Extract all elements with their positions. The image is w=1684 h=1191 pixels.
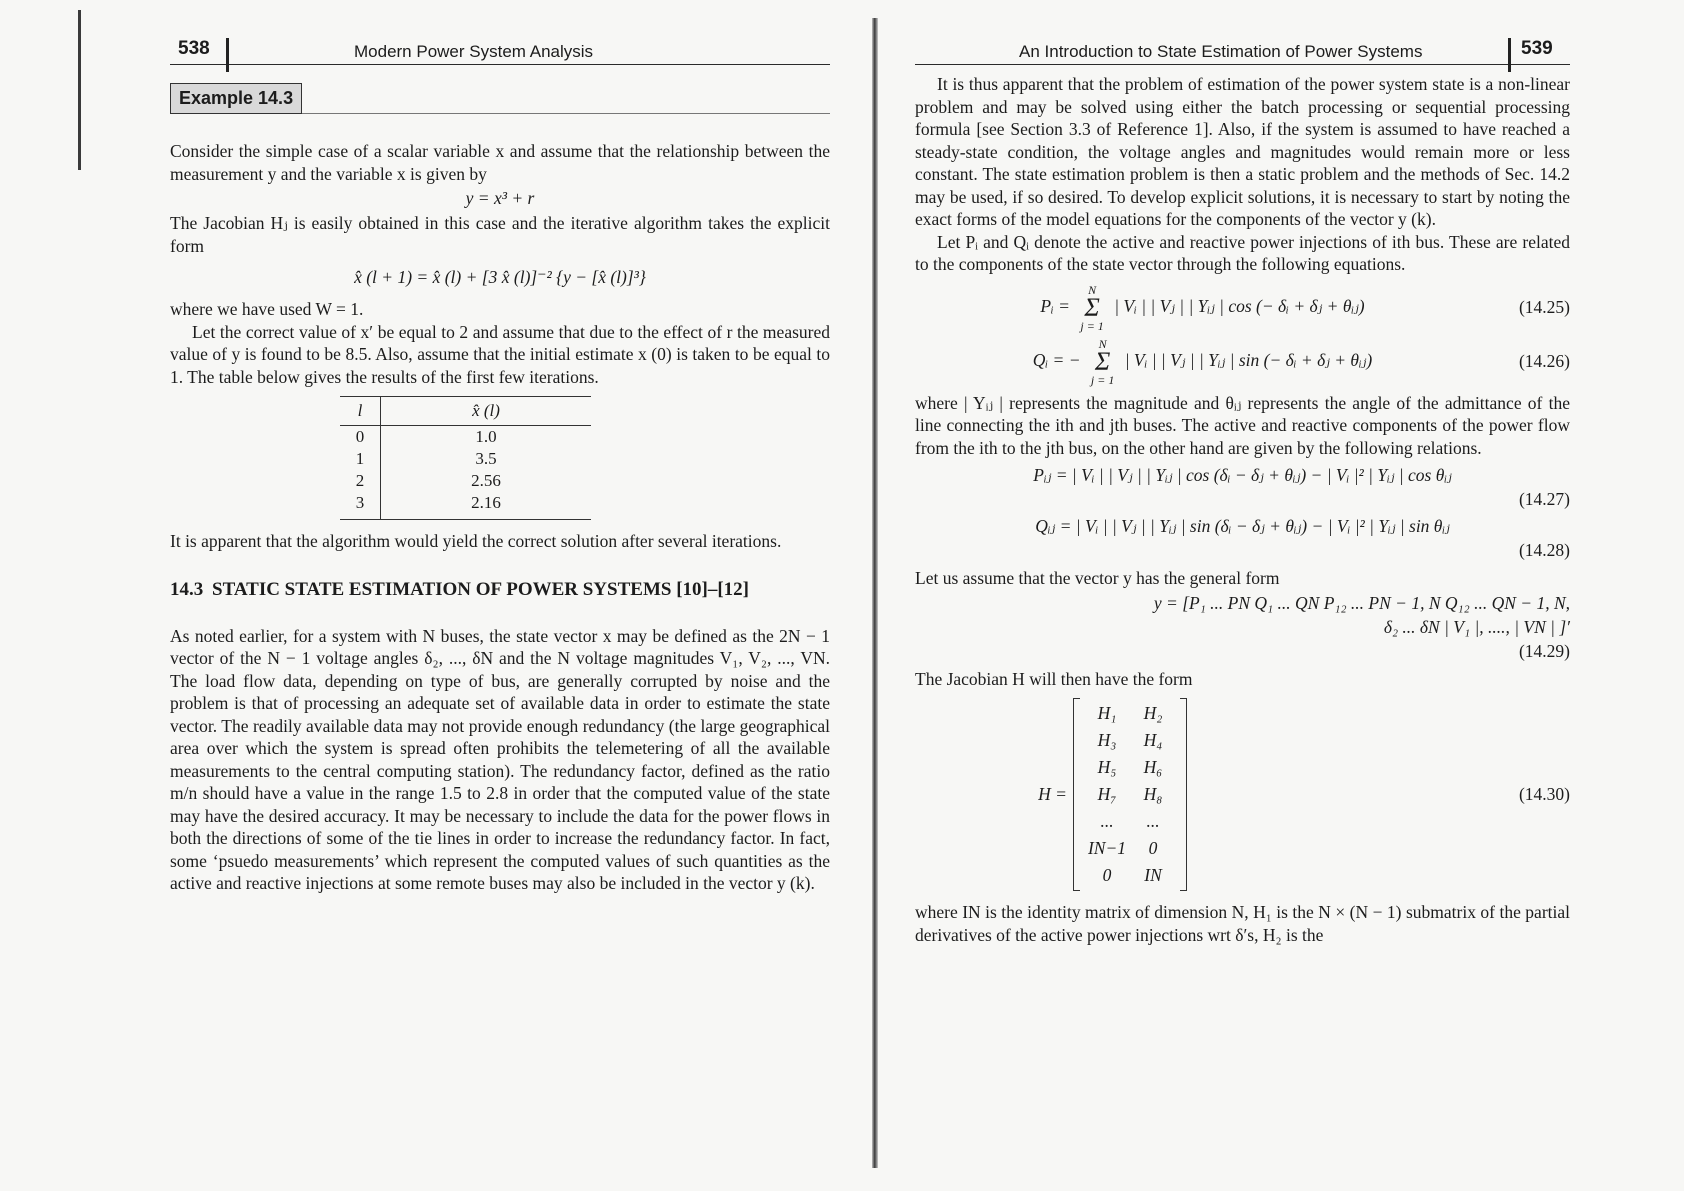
table-cell: 2.16: [381, 492, 592, 520]
matrix-cell: 0: [1148, 838, 1158, 858]
table-header: l: [340, 397, 381, 426]
table-cell: 3: [340, 492, 381, 520]
paragraph: Consider the simple case of a scalar variable x and assume that the relationship between the measurement y and the variable x is given by: [170, 141, 830, 184]
example-label: Example 14.3: [170, 83, 302, 114]
table-cell: 3.5: [475, 449, 497, 468]
matrix-cell: H₇: [1097, 784, 1117, 804]
left-header: [170, 0, 830, 65]
matrix-cell: H₈: [1143, 784, 1163, 804]
equation-rhs: | Vᵢ | | Vⱼ | | Yᵢⱼ | sin (− δᵢ + δⱼ + θᵢⱼ): [1124, 349, 1373, 370]
matrix-cell: H₁: [1097, 703, 1117, 723]
equation-14-25: [915, 284, 1570, 332]
running-head: An Introduction to State Estimation of Power Systems: [1019, 42, 1423, 61]
equation: y = x³ + r: [465, 188, 535, 208]
equation: x̂ (l + 1) = x̂ (l) + [3 x̂ (l)]⁻² {y − [x̂ (l)]³}: [354, 267, 646, 287]
paragraph: where IN is the identity matrix of dimension N, H₁ is the N × (N − 1) submatrix of the partial derivatives of the active power injections wrt δ′s, H₂ is the: [915, 902, 1570, 945]
paragraph: Let the correct value of x′ be equal to 2 and assume that due to the effect of r the measured value of y is found to be 8.5. Also, assume that the initial estimate x (0) is taken to be equal to 1. The table below gives the results of the first few iterations.: [170, 321, 830, 387]
matrix-cell: IN−1: [1087, 838, 1127, 858]
jacobian-matrix-equation: [915, 698, 1570, 891]
matrix-row: [1084, 727, 1176, 754]
equation-number: (14.27): [1518, 489, 1570, 509]
equation-14-29-line1: y = [P₁ ... PN Q₁ ... QN P₁₂ ... PN − 1, N Q₁₂ ... QN − 1, N,: [1153, 592, 1570, 613]
matrix-cell: H₆: [1143, 757, 1163, 777]
matrix-cell: ...: [1100, 811, 1114, 831]
matrix-row: [1084, 862, 1176, 889]
paragraph: where | Yᵢⱼ | represents the magnitude and θᵢⱼ represents the angle of the admittance of the line connecting the ith and jth buses. The active and reactive components of the power flow from the ith to the jth bus, on the other hand are given by the following relations.: [915, 392, 1570, 458]
matrix-row: [1084, 781, 1176, 808]
sum-upper: N: [1098, 336, 1107, 351]
right-header: [915, 0, 1570, 65]
equation-number: (14.30): [1518, 784, 1570, 804]
matrix-cell: H₂: [1143, 703, 1163, 723]
equation-14-28: Qᵢⱼ = | Vᵢ | | Vⱼ | | Yᵢⱼ | sin (δᵢ − δⱼ + θᵢⱼ) − | Vᵢ |² | Yᵢⱼ | sin θᵢⱼ: [1035, 516, 1450, 536]
page-number: 538: [178, 38, 210, 59]
paragraph: It is apparent that the algorithm would yield the correct solution after several iterations.: [170, 531, 782, 551]
equation-lhs: Qᵢ = −: [1032, 349, 1081, 370]
left-page: [170, 0, 830, 1191]
paragraph: The Jacobian H will then have the form: [915, 668, 1193, 689]
paragraph: Let us assume that the vector y has the general form: [915, 568, 1280, 588]
table-row: [340, 470, 591, 492]
paragraph: where we have used W = 1.: [170, 299, 364, 319]
table-cell: 2.56: [471, 471, 501, 490]
matrix-row: [1084, 700, 1176, 727]
equation-lhs: Pᵢ =: [1040, 295, 1070, 316]
equation-14-26: [915, 338, 1570, 386]
equation-number: (14.28): [1518, 540, 1570, 560]
sigma-icon: Σ: [1094, 346, 1111, 376]
iteration-table: [340, 396, 591, 520]
equation-rhs: | Vᵢ | | Vⱼ | | Yᵢⱼ | cos (− δᵢ + δⱼ + θᵢⱼ): [1114, 295, 1365, 316]
paragraph: It is thus apparent that the problem of estimation of the power system state is a non-linear problem and may be solved using either the batch processing or sequential processing formula [see Section 3.3 of Reference 1]. Also, if the system is assumed to have reached a steady-state condition, the voltage angles and magnitudes would remain more or less constant. The state estimation problem is then a static problem and the methods of Sec. 14.2 may be used, if so desired. To develop explicit solutions, it is necessary to start by noting the exact forms of the model equations for the components of the vector y (k).: [915, 74, 1570, 229]
matrix-row: [1084, 835, 1176, 862]
table-row: [340, 448, 591, 470]
matrix-row: [1084, 808, 1176, 835]
running-head: Modern Power System Analysis: [354, 42, 594, 61]
sigma-icon: Σ: [1084, 292, 1100, 322]
paragraph: As noted earlier, for a system with N buses, the state vector x may be defined as the 2N − 1 vector of the N − 1 voltage angles δ₂, ..., δN and the N voltage magnitudes V₁, V₂, ..., VN. The load flow data, depending on type of bus, are generally corrupted by noise and the problem is that of processing an adequate set of available data in order to estimate the state vector. The readily available data may not provide enough redundancy (the large geographical area over which the system is spread often prohibits the telemetering of all the available measurements to the central computing station). The redundancy factor, defined as the ratio m/n should have a value in the range 1.5 to 2.8 in order that the computed value of the state may have the desired accuracy. It may be necessary to include the data for the power flows in both the directions of some of the tie lines in order to increase the redundancy factor. In fact, some ‘psuedo measurements’ which represent the computed values of such quantities as the active and reactive injections at some remote buses may also be included in the vector y (k).: [170, 625, 830, 893]
right-page: [915, 0, 1570, 1191]
table-row: [340, 426, 591, 449]
page-number-rule: [1508, 38, 1511, 72]
table-cell: 0: [340, 426, 381, 449]
paragraph: Let Pᵢ and Qᵢ denote the active and reactive power injections of ith bus. These are related to the components of the state vector through the following equations.: [915, 231, 1570, 274]
matrix-label: H =: [1038, 784, 1067, 804]
matrix-cell: H₃: [1097, 730, 1117, 750]
section-heading: [170, 579, 830, 601]
matrix-row: [1084, 754, 1176, 781]
sum-upper: N: [1088, 282, 1097, 297]
page-edge: [78, 10, 81, 170]
page-number: 539: [1521, 38, 1553, 59]
section-number: 14.3: [170, 578, 204, 600]
paragraph: The Jacobian Hⱼ is easily obtained in this case and the iterative algorithm takes the explicit form: [170, 213, 830, 256]
matrix-cell: H₅: [1097, 757, 1117, 777]
matrix-cell: IN: [1144, 865, 1162, 885]
equation-number: (14.26): [1518, 351, 1570, 371]
table-cell: 1: [340, 448, 381, 470]
equation-number: (14.25): [1518, 297, 1570, 317]
matrix-cell: ...: [1146, 811, 1160, 831]
matrix-cell: 0: [1102, 865, 1112, 885]
table-row: [340, 492, 591, 520]
equation-number: (14.29): [1518, 640, 1570, 661]
sum-lower: j = 1: [1090, 372, 1115, 387]
page-number-rule: [226, 38, 229, 72]
summation: [1091, 338, 1114, 386]
equation-14-27: Pᵢⱼ = | Vᵢ | | Vⱼ | | Yᵢⱼ | cos (δᵢ − δⱼ + θᵢⱼ) − | Vᵢ |² | Yᵢⱼ | cos θᵢⱼ: [1033, 465, 1452, 485]
table-header: x̂ (l): [381, 397, 592, 426]
equation-14-29-line2: δ₂ ... δN | V₁ |, ...., | VN | ]′: [1383, 616, 1570, 637]
table-cell: 2: [340, 470, 381, 492]
summation: [1080, 284, 1103, 332]
jacobian-matrix: [1073, 698, 1187, 891]
table-cell: 1.0: [475, 427, 497, 446]
section-title: STATIC STATE ESTIMATION OF POWER SYSTEMS [10]–[12]: [212, 578, 750, 600]
sum-lower: j = 1: [1080, 318, 1104, 333]
table-header-row: [340, 397, 591, 426]
matrix-cell: H₄: [1143, 730, 1163, 750]
book-spine: [872, 18, 878, 1168]
